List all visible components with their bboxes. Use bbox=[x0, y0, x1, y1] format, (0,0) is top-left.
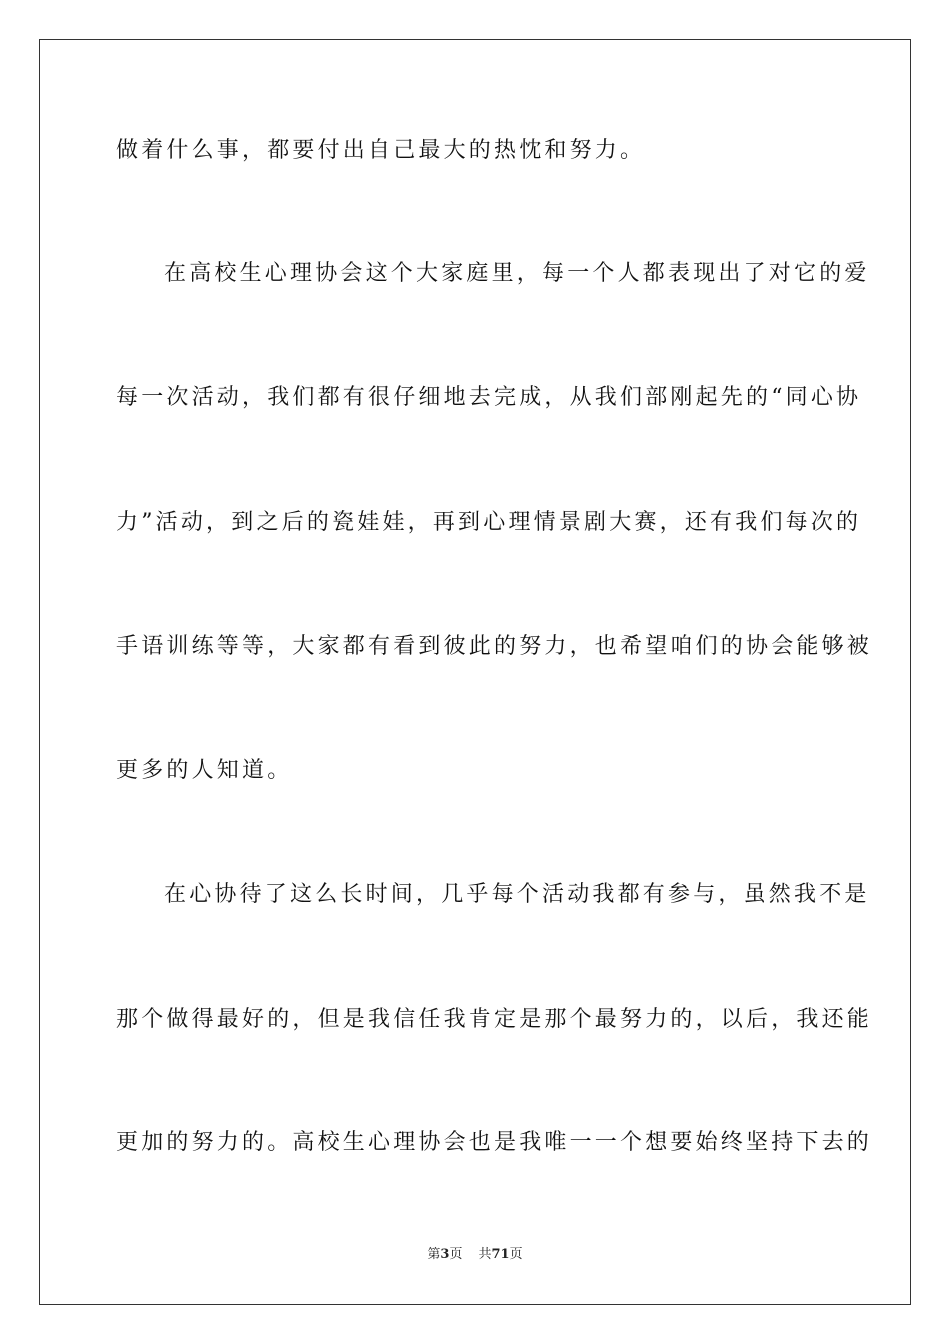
total-suffix: 页 bbox=[509, 1247, 523, 1262]
page-footer bbox=[0, 1246, 950, 1264]
paragraph-line: 更多的人知道。 bbox=[116, 758, 293, 783]
paragraph-line: 在高校生心理协会这个大家庭里，每一个人都表现出了对它的爱 bbox=[164, 261, 870, 286]
page-border bbox=[39, 39, 911, 1305]
page-number: 3 bbox=[440, 1247, 450, 1262]
paragraph-line: 手语训练等等，大家都有看到彼此的努力，也希望咱们的协会能够被 bbox=[116, 634, 873, 659]
page-suffix: 页 bbox=[449, 1247, 463, 1262]
paragraph-line: 每一次活动，我们都有很仔细地去完成，从我们部刚起先的“同心协 bbox=[116, 385, 862, 410]
paragraph-line: 做着什么事，都要付出自己最大的热忱和努力。 bbox=[116, 138, 646, 163]
paragraph-line: 那个做得最好的，但是我信任我肯定是那个最努力的，以后，我还能 bbox=[116, 1007, 873, 1032]
total-pages: 71 bbox=[491, 1247, 510, 1262]
paragraph-line: 更加的努力的。高校生心理协会也是我唯一一个想要始终坚持下去的 bbox=[116, 1130, 873, 1155]
paragraph-line: 力”活动，到之后的瓷娃娃，再到心理情景剧大赛，还有我们每次的 bbox=[116, 510, 862, 535]
total-prefix: 共 bbox=[478, 1247, 492, 1262]
page-prefix: 第 bbox=[427, 1247, 441, 1262]
paragraph-line: 在心协待了这么长时间，几乎每个活动我都有参与，虽然我不是 bbox=[164, 882, 870, 907]
